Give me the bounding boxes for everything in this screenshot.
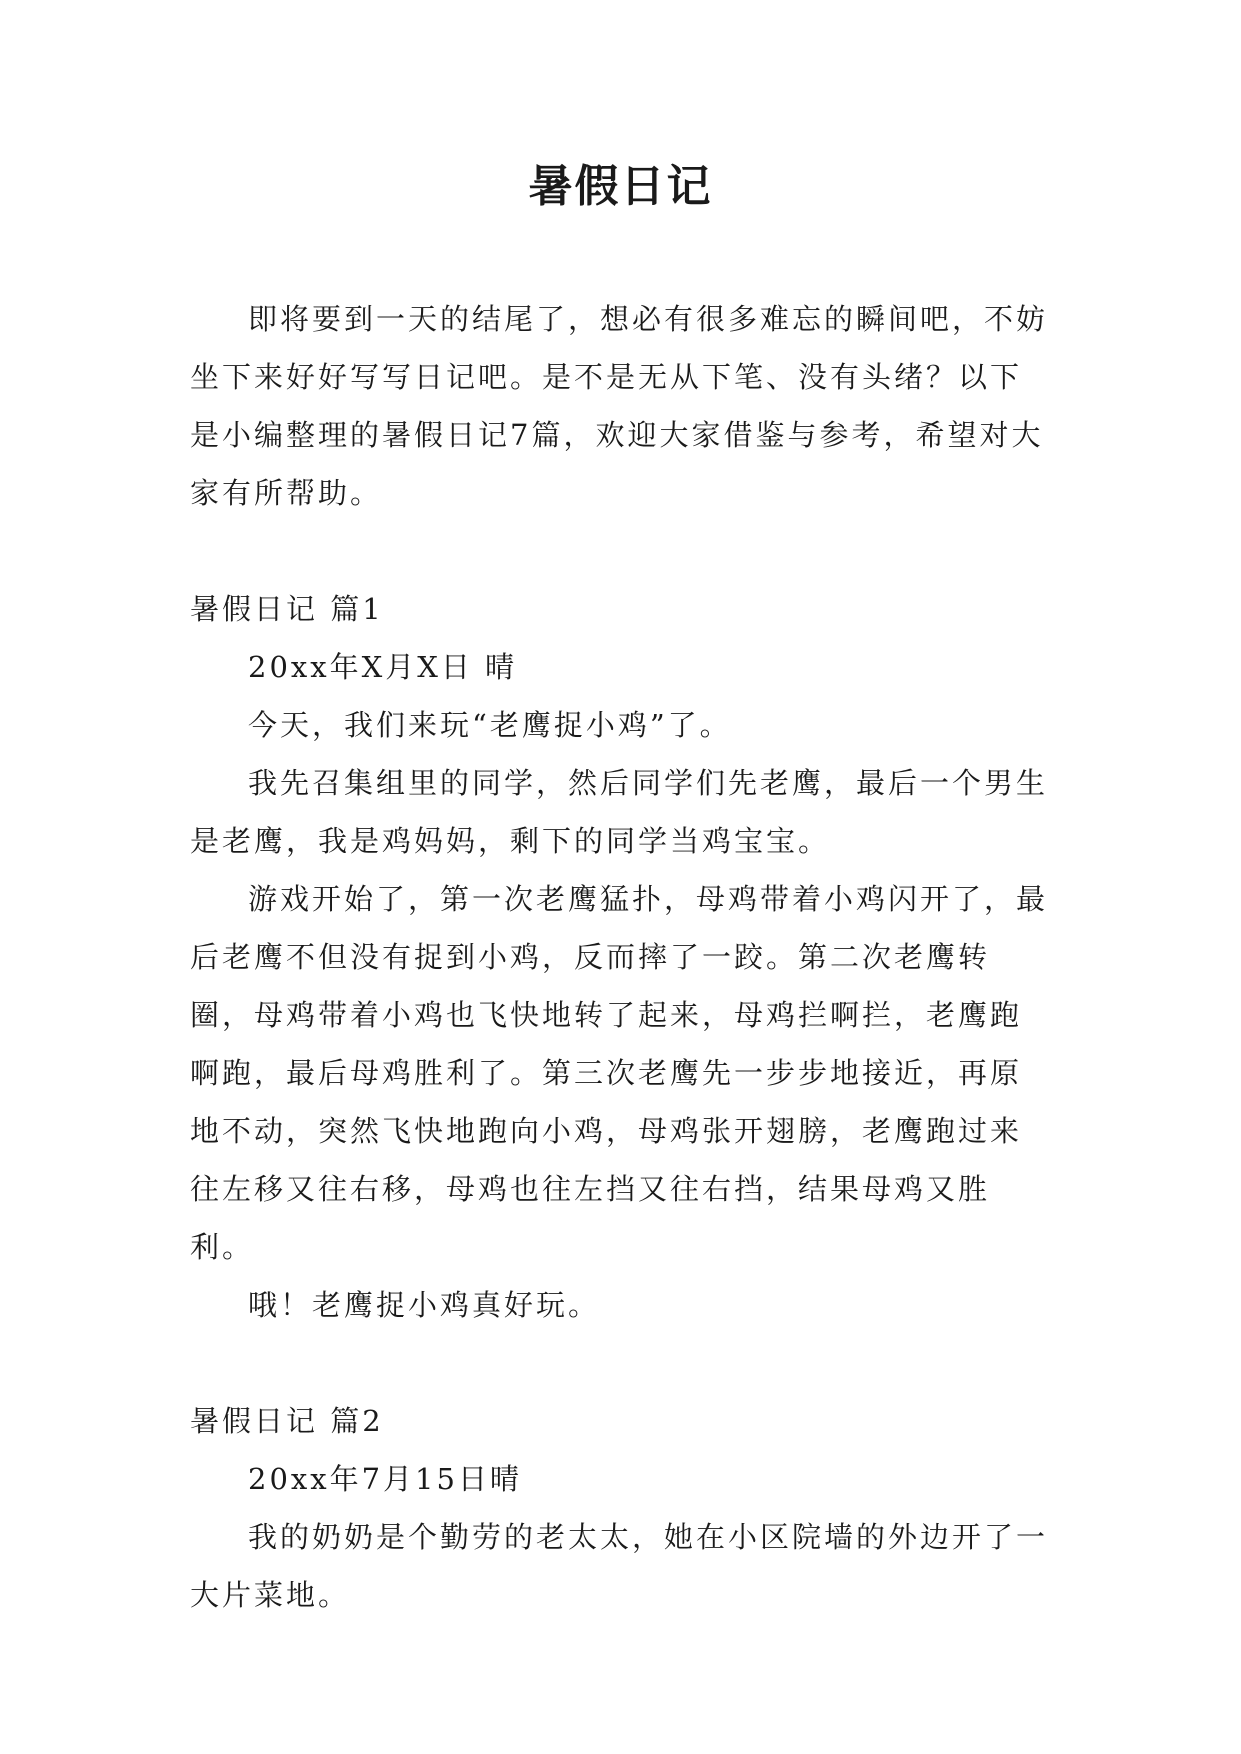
entry-1-date: 20xx年X月X日 晴 xyxy=(248,650,518,684)
entry-1-paragraph: 游戏开始了，第一次老鹰猛扑，母鸡带着小鸡闪开了，最后老鹰不但没有捉到小鸡，反而摔了一跤。第二次老鹰转圈，母鸡带着小鸡也飞快地转了起来，母鸡拦啊拦，老鹰跑啊跑，最后母鸡胜利了。第三次老鹰先一步步地接近，再原地不动，突然飞快地跑向小鸡，母鸡张开翅膀，老鹰跑过来往左移又往右移，母鸡也往左挡又往右挡，结果母鸡又胜利。 xyxy=(190,882,1049,1264)
entry-1-paragraph: 今天，我们来玩“老鹰捉小鸡”了。 xyxy=(248,708,732,742)
entry-1-paragraph: 哦！老鹰捉小鸡真好玩。 xyxy=(248,1288,601,1322)
intro-paragraph: 即将要到一天的结尾了，想必有很多难忘的瞬间吧，不妨坐下来好好写写日记吧。是不是无从下笔、没有头绪？以下是小编整理的暑假日记7篇，欢迎大家借鉴与参考，希望对大家有所帮助。 xyxy=(190,302,1049,510)
entry-2-date: 20xx年7月15日晴 xyxy=(248,1462,522,1496)
document-title: 暑假日记 xyxy=(528,161,713,212)
entry-1-paragraph: 我先召集组里的同学，然后同学们先老鹰，最后一个男生是老鹰，我是鸡妈妈，剩下的同学当鸡宝宝。 xyxy=(190,766,1049,858)
document-body xyxy=(190,290,1050,1624)
entry-2-heading: 暑假日记 篇2 xyxy=(190,1404,384,1438)
entry-2-paragraph: 我的奶奶是个勤劳的老太太，她在小区院墙的外边开了一大片菜地。 xyxy=(190,1520,1049,1612)
entry-1-heading: 暑假日记 篇1 xyxy=(190,592,384,626)
